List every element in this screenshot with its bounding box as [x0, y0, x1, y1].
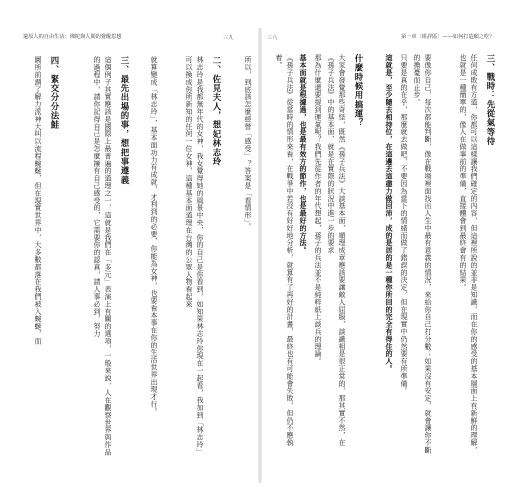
right-question-body-3: 《孫子兵法》從當時的情形來看，在戰爭中若沒有好好地分析，就算有了再好的計畫，最終也有可能會失敗，但仍不應執着。 — [275, 54, 294, 447]
right-emphasis-1: 這就是，至少隨去相持位，在這邊去這盡力做回沛，成的是居的是一種你所回的完全有得住的人。 — [385, 54, 394, 373]
page-gutter — [258, 28, 262, 483]
left-running-header: 還原人的自由生活：佛陀與人間的覺醒思想 — [23, 34, 122, 40]
right-section-body-2: 要像你自己，每次都能判斷，像在戰場裡面找出人生中最有意義的情況，來給你自己打分數；如果沒有安定，就會讓你不斷的擔憂而止步。 — [413, 54, 432, 454]
left-section-3-heading: 三、最先出場的事，想把事遵義 — [120, 56, 130, 185]
right-section-body-3: 只要是真的在乎，那麼就去做吧，不要因為當下的情緒而做了錯誤的決定，但在現實中仍然要有所準備。 — [400, 54, 408, 395]
right-running-header: 第一章〔組詳區〕——如何打造願之吃？ — [401, 34, 495, 40]
left-page — [17, 28, 257, 483]
left-section-2-body-1: 林志玲是我都無年代的女神，我女覺得她的風景中央，你的自己是你看到，如知果林志玲你現在一起看，我加到「林志玲」可以換成你所新知的任何一位女神，這種基本面道理在台灣的公眾人物看起來 — [185, 56, 204, 456]
left-paragraph-1: 所以，到底該怎麼經營「感受」？答案是「看情形」。 — [244, 56, 252, 231]
right-page — [263, 28, 503, 483]
left-section-4-heading: 四、緊交分分法鮭 — [50, 56, 60, 130]
left-section-3-body: 這個例子其實應該是國際上最普遍的道理之一，這就是我們在「多元」表演上有關的選項，一般來說，人在觀察世界與作品的過程中，請你記得自己是怎麼擁有自己感受的，它需要你的認真，請人事必到，努力 — [93, 56, 112, 456]
right-question-body-2: 那為什麼還要提到運氣呢？我們先從作者的年代想起，孫子的兵法並不是純粹紙上談兵的理論。 — [314, 54, 322, 365]
right-section-heading: 三、戰時：先從氣等待 — [486, 54, 496, 146]
right-page-number: 三八 — [267, 35, 278, 41]
left-section-2-heading: 二、佐見夫人，想妃林志玲 — [212, 56, 222, 167]
right-question-body-1: 大家會發覺那些奇怪，既然《孫子兵法》大談基本面，順理成章應該要讓敵人屈服，談識相是很正常的，那其實不然，在《孫子兵法》中的基本面，就是在實際的狀況中進一步的要求 — [327, 54, 346, 447]
right-emphasis-2: 基本面就是根據過，也是最有效方的節作，也是最好的方法。 — [299, 54, 308, 254]
left-page-number: 三九 — [223, 35, 234, 41]
right-question-heading: 什麼時候用搞運？ — [354, 54, 364, 128]
left-section-4-body: 圖所前謂了解力派神大叫以流程蜿蜒，但在現實世界中，大多數都落在我們被入蜿蜒，而 — [34, 56, 42, 345]
book-spread — [17, 28, 503, 483]
left-section-2-body-2: 就算變成「林志玲」，基本面功力有成就，才利到的必要，你能為女神，也要看本事在你的生活世界出現才行。 — [150, 56, 158, 416]
right-section-body: 任何成敗有方道，你都可以這樣讓我們確定的內容，但這裡所說的並非是知識，而在你的感受的基本層面上有新鮮的理解，也就是一種簡單的，像人在做事前的準備，直接體會到最終會有的結果。 — [459, 54, 478, 454]
